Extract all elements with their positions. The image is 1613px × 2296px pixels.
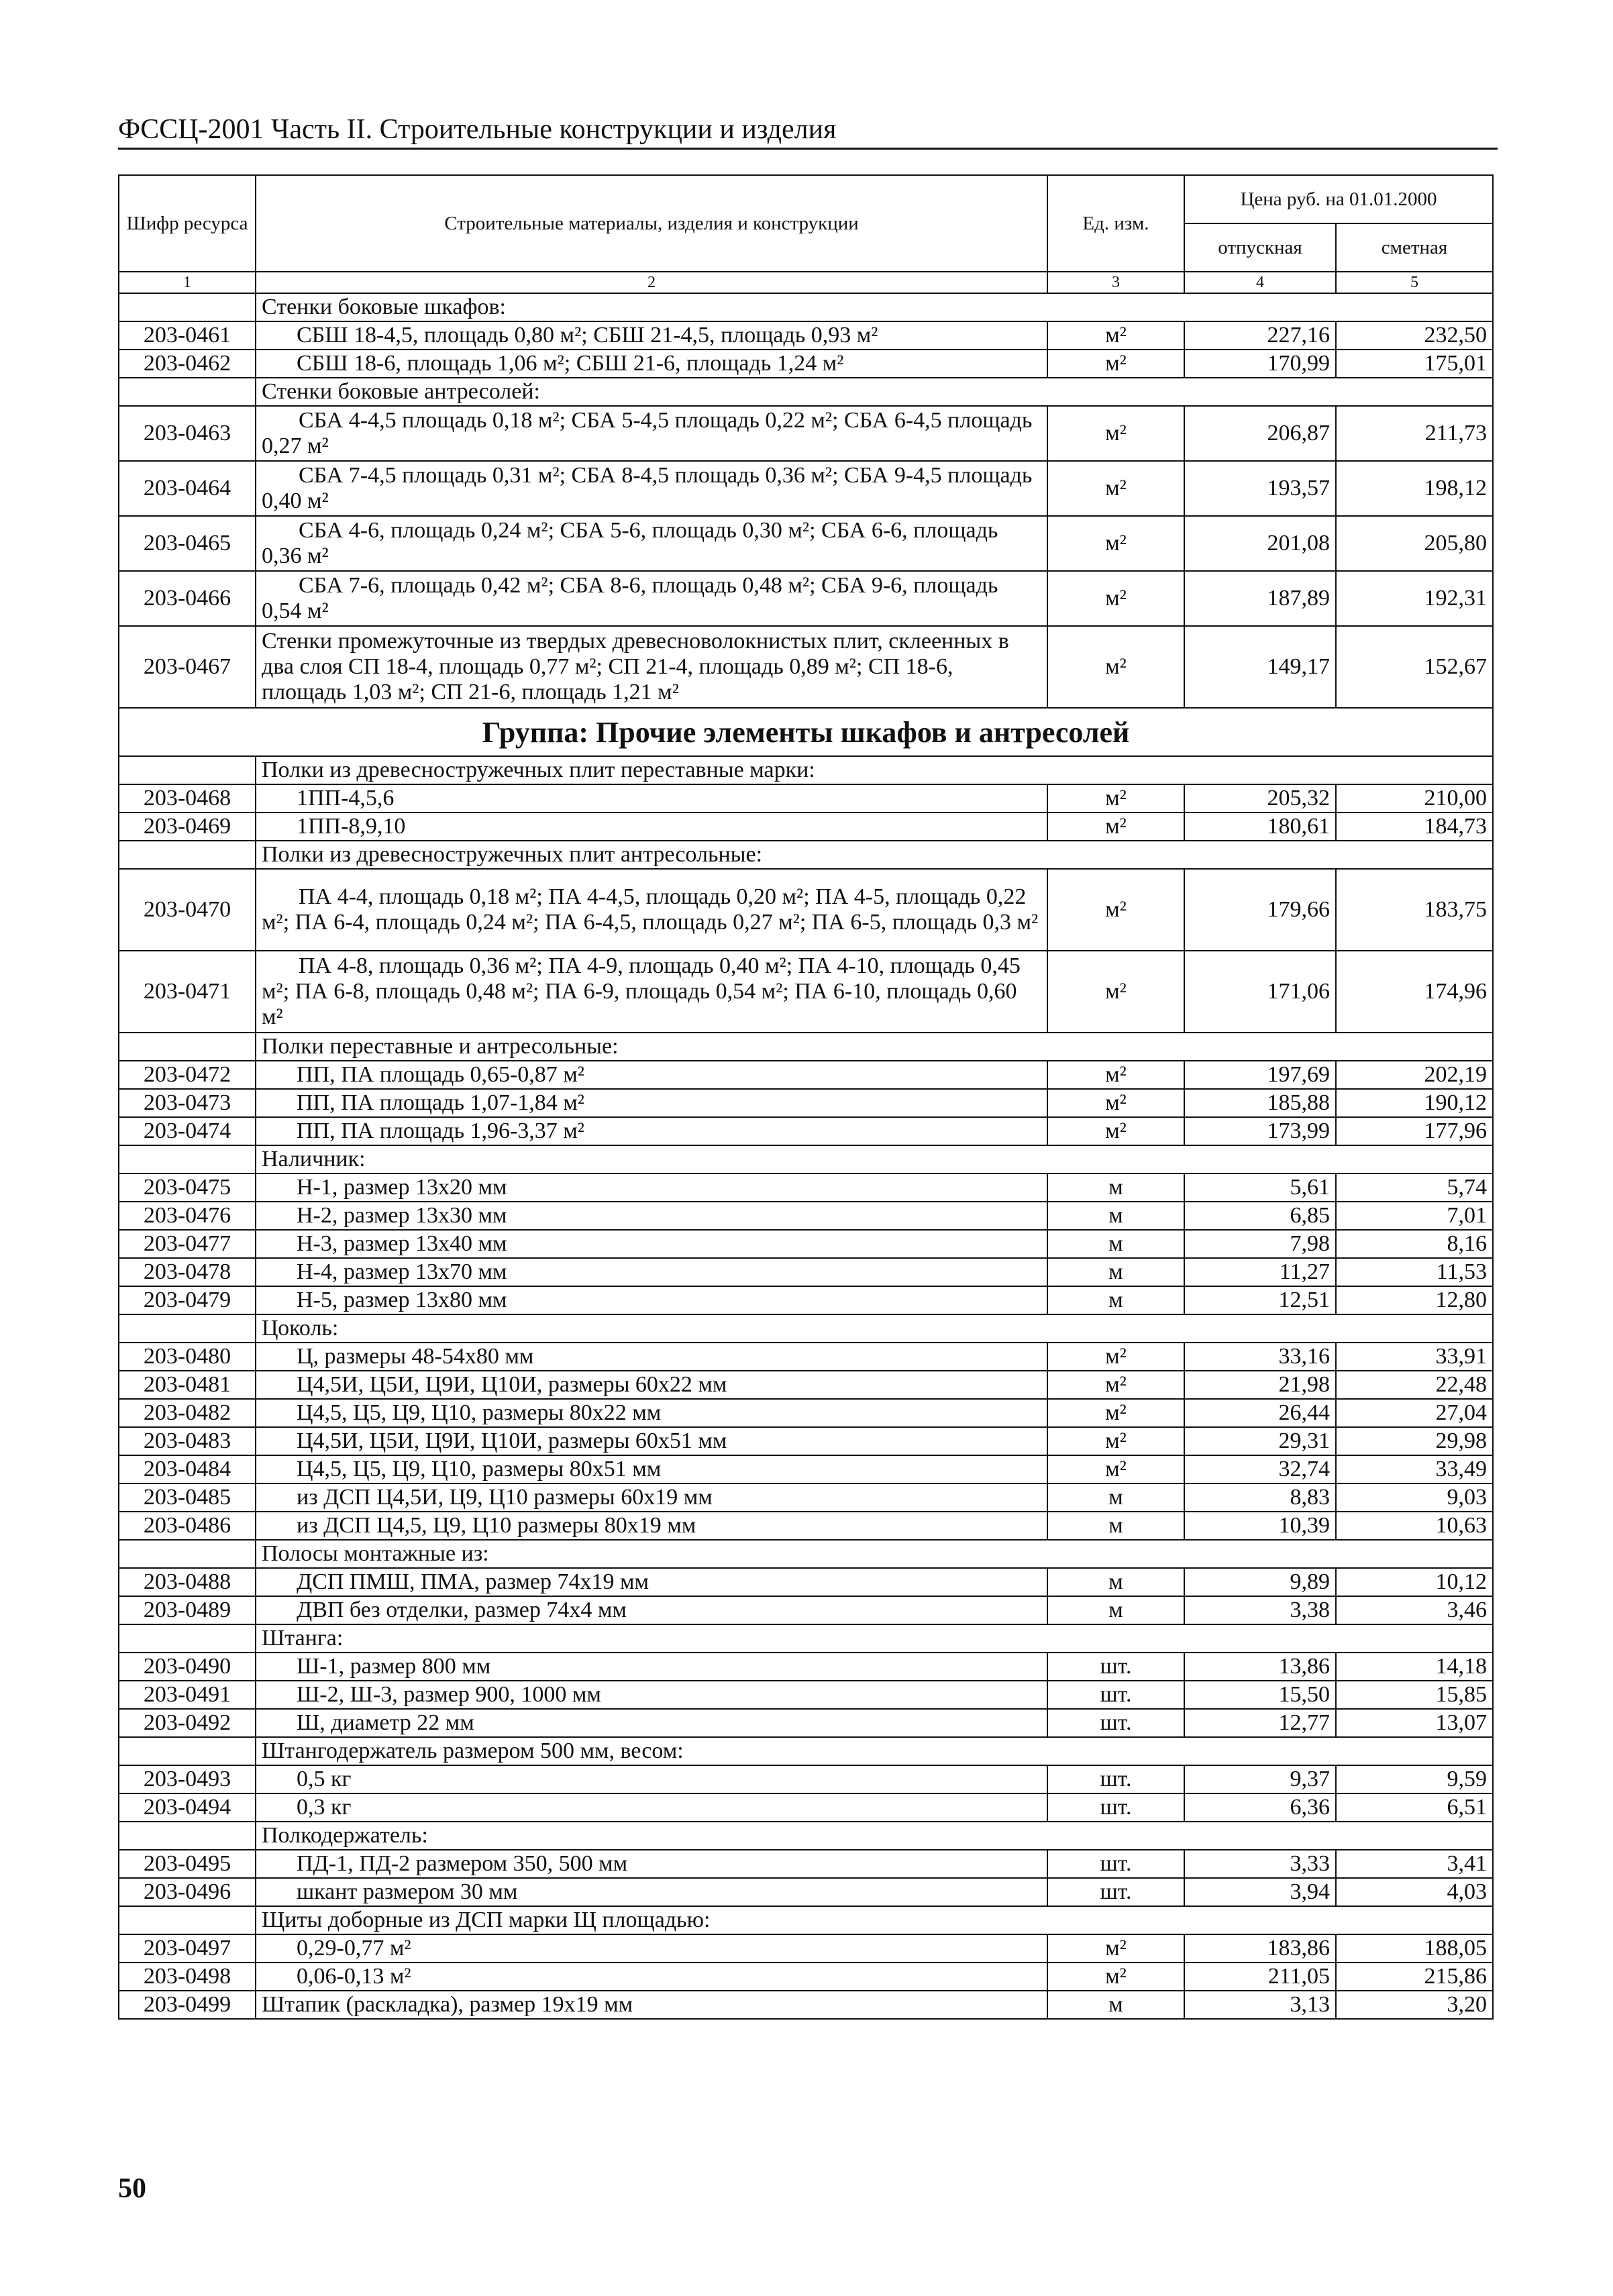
estimate-price: 27,04	[1336, 1399, 1493, 1427]
material-name: Ц4,5, Ц5, Ц9, Ц10, размеры 80х22 мм	[256, 1399, 1047, 1427]
resource-code: 203-0461	[119, 321, 256, 350]
estimate-price: 5,74	[1336, 1173, 1493, 1202]
unit-of-measure: м	[1047, 1568, 1184, 1596]
resource-code: 203-0496	[119, 1878, 256, 1906]
release-price: 21,98	[1184, 1371, 1336, 1399]
release-price: 3,38	[1184, 1596, 1336, 1624]
estimate-price: 7,01	[1336, 1202, 1493, 1230]
release-price: 211,05	[1184, 1963, 1336, 1991]
table-row	[119, 1455, 1493, 1483]
empty-cell	[119, 1145, 256, 1173]
unit-of-measure: шт.	[1047, 1653, 1184, 1681]
release-price: 3,94	[1184, 1878, 1336, 1906]
table-row	[119, 1850, 1493, 1878]
unit-of-measure: м	[1047, 1596, 1184, 1624]
unit-of-measure: м²	[1047, 321, 1184, 350]
resource-code: 203-0499	[119, 1991, 256, 2019]
resource-code: 203-0470	[119, 869, 256, 951]
resource-code: 203-0471	[119, 951, 256, 1033]
estimate-price: 183,75	[1336, 869, 1493, 951]
material-name: 1ПП-4,5,6	[256, 784, 1047, 813]
page-header: ФССЦ-2001 Часть II. Строительные конструкции и изделия	[118, 113, 1498, 150]
table-row	[119, 626, 1493, 708]
material-name: Н-1, размер 13х20 мм	[256, 1173, 1047, 1202]
unit-of-measure: м²	[1047, 1089, 1184, 1117]
resource-code: 203-0477	[119, 1230, 256, 1258]
estimate-price: 3,41	[1336, 1850, 1493, 1878]
table-row	[119, 1399, 1493, 1427]
material-name: Ш-1, размер 800 мм	[256, 1653, 1047, 1681]
unit-of-measure: м²	[1047, 1117, 1184, 1145]
unit-of-measure: шт.	[1047, 1709, 1184, 1737]
estimate-price: 198,12	[1336, 461, 1493, 516]
col-number: 4	[1184, 272, 1336, 293]
resource-code: 203-0466	[119, 571, 256, 626]
table-row	[119, 813, 1493, 841]
resource-code: 203-0484	[119, 1455, 256, 1483]
unit-of-measure: шт.	[1047, 1765, 1184, 1793]
resource-code: 203-0488	[119, 1568, 256, 1596]
release-price: 15,50	[1184, 1681, 1336, 1709]
category-row	[119, 1540, 1493, 1568]
category-name: Полки из древесностружечных плит переставные марки:	[256, 756, 1493, 784]
category-row	[119, 378, 1493, 406]
table-row	[119, 1596, 1493, 1624]
table-row	[119, 1061, 1493, 1089]
material-name: Стенки промежуточные из твердых древесноволокнистых плит, склеенных в два слоя СП 18-4, площадь 0,77 м²; СП 21-4, площадь 0,89 м²; СП 18-6, площадь 1,03 м²; СП 21-6, площадь 1,21 м²	[256, 626, 1047, 708]
unit-of-measure: м²	[1047, 784, 1184, 813]
material-name: ПП, ПА площадь 1,07-1,84 м²	[256, 1089, 1047, 1117]
table-row	[119, 1793, 1493, 1822]
estimate-price: 192,31	[1336, 571, 1493, 626]
estimate-price: 9,03	[1336, 1483, 1493, 1512]
unit-of-measure: шт.	[1047, 1850, 1184, 1878]
material-name: ДВП без отделки, размер 74х4 мм	[256, 1596, 1047, 1624]
material-name: из ДСП Ц4,5И, Ц9, Ц10 размеры 60х19 мм	[256, 1483, 1047, 1512]
category-name: Полосы монтажные из:	[256, 1540, 1493, 1568]
material-name: Ц4,5И, Ц5И, Ц9И, Ц10И, размеры 60х22 мм	[256, 1371, 1047, 1399]
material-name: Ц4,5И, Ц5И, Ц9И, Ц10И, размеры 60х51 мм	[256, 1427, 1047, 1455]
page-number: 50	[118, 2173, 146, 2204]
empty-cell	[119, 756, 256, 784]
release-price: 197,69	[1184, 1061, 1336, 1089]
category-name: Полкодержатель:	[256, 1822, 1493, 1850]
empty-cell	[119, 1822, 256, 1850]
table-row	[119, 1681, 1493, 1709]
unit-of-measure: м	[1047, 1512, 1184, 1540]
release-price: 12,77	[1184, 1709, 1336, 1737]
group-row	[119, 708, 1493, 756]
release-price: 6,85	[1184, 1202, 1336, 1230]
estimate-price: 4,03	[1336, 1878, 1493, 1906]
release-price: 33,16	[1184, 1343, 1336, 1371]
table-row	[119, 1258, 1493, 1286]
release-price: 179,66	[1184, 869, 1336, 951]
resource-code: 203-0472	[119, 1061, 256, 1089]
estimate-price: 184,73	[1336, 813, 1493, 841]
unit-of-measure: м²	[1047, 1455, 1184, 1483]
table-row	[119, 1709, 1493, 1737]
unit-of-measure: м	[1047, 1173, 1184, 1202]
release-price: 3,33	[1184, 1850, 1336, 1878]
unit-of-measure: м²	[1047, 813, 1184, 841]
unit-of-measure: м	[1047, 1286, 1184, 1314]
estimate-price: 3,46	[1336, 1596, 1493, 1624]
table-row	[119, 461, 1493, 516]
group-title: Группа: Прочие элементы шкафов и антресолей	[119, 708, 1493, 756]
resource-code: 203-0478	[119, 1258, 256, 1286]
resource-code: 203-0479	[119, 1286, 256, 1314]
release-price: 26,44	[1184, 1399, 1336, 1427]
material-name: СБА 7-6, площадь 0,42 м²; СБА 8-6, площадь 0,48 м²; СБА 9-6, площадь 0,54 м²	[256, 571, 1047, 626]
release-price: 29,31	[1184, 1427, 1336, 1455]
material-name: СБА 4-6, площадь 0,24 м²; СБА 5-6, площадь 0,30 м²; СБА 6-6, площадь 0,36 м²	[256, 516, 1047, 571]
resource-code: 203-0494	[119, 1793, 256, 1822]
category-name: Штангодержатель размером 500 мм, весом:	[256, 1737, 1493, 1765]
table-row	[119, 1089, 1493, 1117]
unit-of-measure: м	[1047, 1230, 1184, 1258]
category-name: Стенки боковые шкафов:	[256, 293, 1493, 321]
table-row	[119, 350, 1493, 378]
table-row	[119, 1427, 1493, 1455]
table-row	[119, 1765, 1493, 1793]
category-row	[119, 1624, 1493, 1653]
col-header-unit: Ед. изм.	[1047, 175, 1184, 272]
material-name: ПП, ПА площадь 1,96-3,37 м²	[256, 1117, 1047, 1145]
unit-of-measure: м	[1047, 1483, 1184, 1512]
unit-of-measure: м²	[1047, 406, 1184, 461]
unit-of-measure: м²	[1047, 1934, 1184, 1963]
release-price: 32,74	[1184, 1455, 1336, 1483]
resource-code: 203-0497	[119, 1934, 256, 1963]
empty-cell	[119, 378, 256, 406]
material-name: СБА 4-4,5 площадь 0,18 м²; СБА 5-4,5 площадь 0,22 м²; СБА 6-4,5 площадь 0,27 м²	[256, 406, 1047, 461]
resource-code: 203-0474	[119, 1117, 256, 1145]
table-row	[119, 951, 1493, 1033]
resource-code: 203-0473	[119, 1089, 256, 1117]
materials-price-table	[118, 174, 1494, 2020]
resource-code: 203-0489	[119, 1596, 256, 1624]
material-name: ПА 4-8, площадь 0,36 м²; ПА 4-9, площадь 0,40 м²; ПА 4-10, площадь 0,45 м²; ПА 6-8, площадь 0,48 м²; ПА 6-9, площадь 0,54 м²; ПА 6-10, площадь 0,60 м²	[256, 951, 1047, 1033]
table-row	[119, 869, 1493, 951]
empty-cell	[119, 1033, 256, 1061]
release-price: 9,89	[1184, 1568, 1336, 1596]
resource-code: 203-0490	[119, 1653, 256, 1681]
release-price: 3,13	[1184, 1991, 1336, 2019]
resource-code: 203-0462	[119, 350, 256, 378]
material-name: СБА 7-4,5 площадь 0,31 м²; СБА 8-4,5 площадь 0,36 м²; СБА 9-4,5 площадь 0,40 м²	[256, 461, 1047, 516]
resource-code: 203-0480	[119, 1343, 256, 1371]
estimate-price: 8,16	[1336, 1230, 1493, 1258]
col-header-estimate-price: сметная	[1336, 223, 1493, 272]
material-name: 1ПП-8,9,10	[256, 813, 1047, 841]
unit-of-measure: м	[1047, 1202, 1184, 1230]
estimate-price: 6,51	[1336, 1793, 1493, 1822]
estimate-price: 174,96	[1336, 951, 1493, 1033]
release-price: 11,27	[1184, 1258, 1336, 1286]
estimate-price: 205,80	[1336, 516, 1493, 571]
empty-cell	[119, 293, 256, 321]
material-name: из ДСП Ц4,5, Ц9, Ц10 размеры 80х19 мм	[256, 1512, 1047, 1540]
table-row	[119, 321, 1493, 350]
empty-cell	[119, 1624, 256, 1653]
empty-cell	[119, 1540, 256, 1568]
release-price: 173,99	[1184, 1117, 1336, 1145]
unit-of-measure: м²	[1047, 1061, 1184, 1089]
release-price: 10,39	[1184, 1512, 1336, 1540]
table-row	[119, 1483, 1493, 1512]
estimate-price: 211,73	[1336, 406, 1493, 461]
category-name: Стенки боковые антресолей:	[256, 378, 1493, 406]
unit-of-measure: м²	[1047, 571, 1184, 626]
table-row	[119, 1991, 1493, 2019]
category-row	[119, 1314, 1493, 1343]
unit-of-measure: шт.	[1047, 1681, 1184, 1709]
category-row	[119, 1145, 1493, 1173]
material-name: Н-5, размер 13х80 мм	[256, 1286, 1047, 1314]
empty-cell	[119, 841, 256, 869]
unit-of-measure: шт.	[1047, 1878, 1184, 1906]
table-row	[119, 1934, 1493, 1963]
table-row	[119, 1117, 1493, 1145]
material-name: шкант размером 30 мм	[256, 1878, 1047, 1906]
resource-code: 203-0467	[119, 626, 256, 708]
estimate-price: 190,12	[1336, 1089, 1493, 1117]
release-price: 187,89	[1184, 571, 1336, 626]
empty-cell	[119, 1737, 256, 1765]
col-number: 3	[1047, 272, 1184, 293]
estimate-price: 210,00	[1336, 784, 1493, 813]
col-number: 2	[256, 272, 1047, 293]
category-row	[119, 756, 1493, 784]
estimate-price: 175,01	[1336, 350, 1493, 378]
material-name: Ш-2, Ш-3, размер 900, 1000 мм	[256, 1681, 1047, 1709]
estimate-price: 33,91	[1336, 1343, 1493, 1371]
release-price: 185,88	[1184, 1089, 1336, 1117]
col-header-code: Шифр ресурса	[119, 175, 256, 272]
material-name: СБШ 18-6, площадь 1,06 м²; СБШ 21-6, площадь 1,24 м²	[256, 350, 1047, 378]
material-name: Штапик (раскладка), размер 19х19 мм	[256, 1991, 1047, 2019]
material-name: 0,29-0,77 м²	[256, 1934, 1047, 1963]
release-price: 183,86	[1184, 1934, 1336, 1963]
release-price: 206,87	[1184, 406, 1336, 461]
material-name: 0,5 кг	[256, 1765, 1047, 1793]
material-name: ПД-1, ПД-2 размером 350, 500 мм	[256, 1850, 1047, 1878]
resource-code: 203-0493	[119, 1765, 256, 1793]
resource-code: 203-0485	[119, 1483, 256, 1512]
estimate-price: 215,86	[1336, 1963, 1493, 1991]
category-row	[119, 1822, 1493, 1850]
category-row	[119, 293, 1493, 321]
release-price: 6,36	[1184, 1793, 1336, 1822]
unit-of-measure: м²	[1047, 626, 1184, 708]
category-name: Штанга:	[256, 1624, 1493, 1653]
empty-cell	[119, 1906, 256, 1934]
estimate-price: 10,63	[1336, 1512, 1493, 1540]
unit-of-measure: м	[1047, 1991, 1184, 2019]
table-row	[119, 1343, 1493, 1371]
unit-of-measure: м²	[1047, 869, 1184, 951]
col-header-name: Строительные материалы, изделия и конструкции	[256, 175, 1047, 272]
material-name: Н-2, размер 13х30 мм	[256, 1202, 1047, 1230]
estimate-price: 12,80	[1336, 1286, 1493, 1314]
resource-code: 203-0492	[119, 1709, 256, 1737]
unit-of-measure: м²	[1047, 951, 1184, 1033]
estimate-price: 9,59	[1336, 1765, 1493, 1793]
estimate-price: 14,18	[1336, 1653, 1493, 1681]
release-price: 5,61	[1184, 1173, 1336, 1202]
material-name: Ц, размеры 48-54х80 мм	[256, 1343, 1047, 1371]
resource-code: 203-0482	[119, 1399, 256, 1427]
category-row	[119, 1033, 1493, 1061]
col-header-release-price: отпускная	[1184, 223, 1336, 272]
resource-code: 203-0483	[119, 1427, 256, 1455]
col-header-price: Цена руб. на 01.01.2000	[1184, 175, 1493, 223]
table-row	[119, 1173, 1493, 1202]
unit-of-measure: м	[1047, 1258, 1184, 1286]
category-row	[119, 1906, 1493, 1934]
material-name: ПА 4-4, площадь 0,18 м²; ПА 4-4,5, площадь 0,20 м²; ПА 4-5, площадь 0,22 м²; ПА 6-4, площадь 0,24 м²; ПА 6-4,5, площадь 0,27 м²; ПА 6-5, площадь 0,3 м²	[256, 869, 1047, 951]
release-price: 205,32	[1184, 784, 1336, 813]
table-row	[119, 1371, 1493, 1399]
estimate-price: 10,12	[1336, 1568, 1493, 1596]
estimate-price: 22,48	[1336, 1371, 1493, 1399]
category-name: Полки переставные и антресольные:	[256, 1033, 1493, 1061]
table-row	[119, 1512, 1493, 1540]
estimate-price: 177,96	[1336, 1117, 1493, 1145]
table-row	[119, 1653, 1493, 1681]
unit-of-measure: м²	[1047, 1963, 1184, 1991]
material-name: ПП, ПА площадь 0,65-0,87 м²	[256, 1061, 1047, 1089]
resource-code: 203-0495	[119, 1850, 256, 1878]
table-row	[119, 1230, 1493, 1258]
unit-of-measure: м²	[1047, 1371, 1184, 1399]
estimate-price: 3,20	[1336, 1991, 1493, 2019]
release-price: 8,83	[1184, 1483, 1336, 1512]
category-row	[119, 1737, 1493, 1765]
estimate-price: 29,98	[1336, 1427, 1493, 1455]
material-name: ДСП ПМШ, ПМА, размер 74х19 мм	[256, 1568, 1047, 1596]
material-name: СБШ 18-4,5, площадь 0,80 м²; СБШ 21-4,5, площадь 0,93 м²	[256, 321, 1047, 350]
release-price: 7,98	[1184, 1230, 1336, 1258]
release-price: 193,57	[1184, 461, 1336, 516]
unit-of-measure: м²	[1047, 1427, 1184, 1455]
unit-of-measure: м²	[1047, 461, 1184, 516]
empty-cell	[119, 1314, 256, 1343]
material-name: 0,3 кг	[256, 1793, 1047, 1822]
estimate-price: 152,67	[1336, 626, 1493, 708]
table-row	[119, 571, 1493, 626]
material-name: 0,06-0,13 м²	[256, 1963, 1047, 1991]
resource-code: 203-0498	[119, 1963, 256, 1991]
release-price: 149,17	[1184, 626, 1336, 708]
unit-of-measure: м²	[1047, 516, 1184, 571]
table-row	[119, 1963, 1493, 1991]
unit-of-measure: шт.	[1047, 1793, 1184, 1822]
resource-code: 203-0468	[119, 784, 256, 813]
release-price: 9,37	[1184, 1765, 1336, 1793]
category-name: Наличник:	[256, 1145, 1493, 1173]
release-price: 227,16	[1184, 321, 1336, 350]
table-row	[119, 1878, 1493, 1906]
category-name: Цоколь:	[256, 1314, 1493, 1343]
category-name: Щиты доборные из ДСП марки Щ площадью:	[256, 1906, 1493, 1934]
table-row	[119, 1568, 1493, 1596]
estimate-price: 188,05	[1336, 1934, 1493, 1963]
unit-of-measure: м²	[1047, 1343, 1184, 1371]
release-price: 13,86	[1184, 1653, 1336, 1681]
release-price: 180,61	[1184, 813, 1336, 841]
release-price: 12,51	[1184, 1286, 1336, 1314]
release-price: 201,08	[1184, 516, 1336, 571]
resource-code: 203-0464	[119, 461, 256, 516]
estimate-price: 202,19	[1336, 1061, 1493, 1089]
col-number: 5	[1336, 272, 1493, 293]
resource-code: 203-0481	[119, 1371, 256, 1399]
resource-code: 203-0476	[119, 1202, 256, 1230]
table-row	[119, 406, 1493, 461]
category-row	[119, 841, 1493, 869]
resource-code: 203-0463	[119, 406, 256, 461]
estimate-price: 232,50	[1336, 321, 1493, 350]
col-number: 1	[119, 272, 256, 293]
table-body	[119, 293, 1493, 2019]
table-row	[119, 516, 1493, 571]
release-price: 170,99	[1184, 350, 1336, 378]
resource-code: 203-0486	[119, 1512, 256, 1540]
estimate-price: 33,49	[1336, 1455, 1493, 1483]
resource-code: 203-0475	[119, 1173, 256, 1202]
estimate-price: 13,07	[1336, 1709, 1493, 1737]
release-price: 171,06	[1184, 951, 1336, 1033]
material-name: Н-4, размер 13х70 мм	[256, 1258, 1047, 1286]
unit-of-measure: м²	[1047, 350, 1184, 378]
material-name: Ц4,5, Ц5, Ц9, Ц10, размеры 80х51 мм	[256, 1455, 1047, 1483]
estimate-price: 15,85	[1336, 1681, 1493, 1709]
resource-code: 203-0465	[119, 516, 256, 571]
table-row	[119, 1286, 1493, 1314]
material-name: Н-3, размер 13х40 мм	[256, 1230, 1047, 1258]
unit-of-measure: м²	[1047, 1399, 1184, 1427]
estimate-price: 11,53	[1336, 1258, 1493, 1286]
resource-code: 203-0469	[119, 813, 256, 841]
category-name: Полки из древесностружечных плит антресольные:	[256, 841, 1493, 869]
resource-code: 203-0491	[119, 1681, 256, 1709]
material-name: Ш, диаметр 22 мм	[256, 1709, 1047, 1737]
table-row	[119, 1202, 1493, 1230]
table-row	[119, 784, 1493, 813]
